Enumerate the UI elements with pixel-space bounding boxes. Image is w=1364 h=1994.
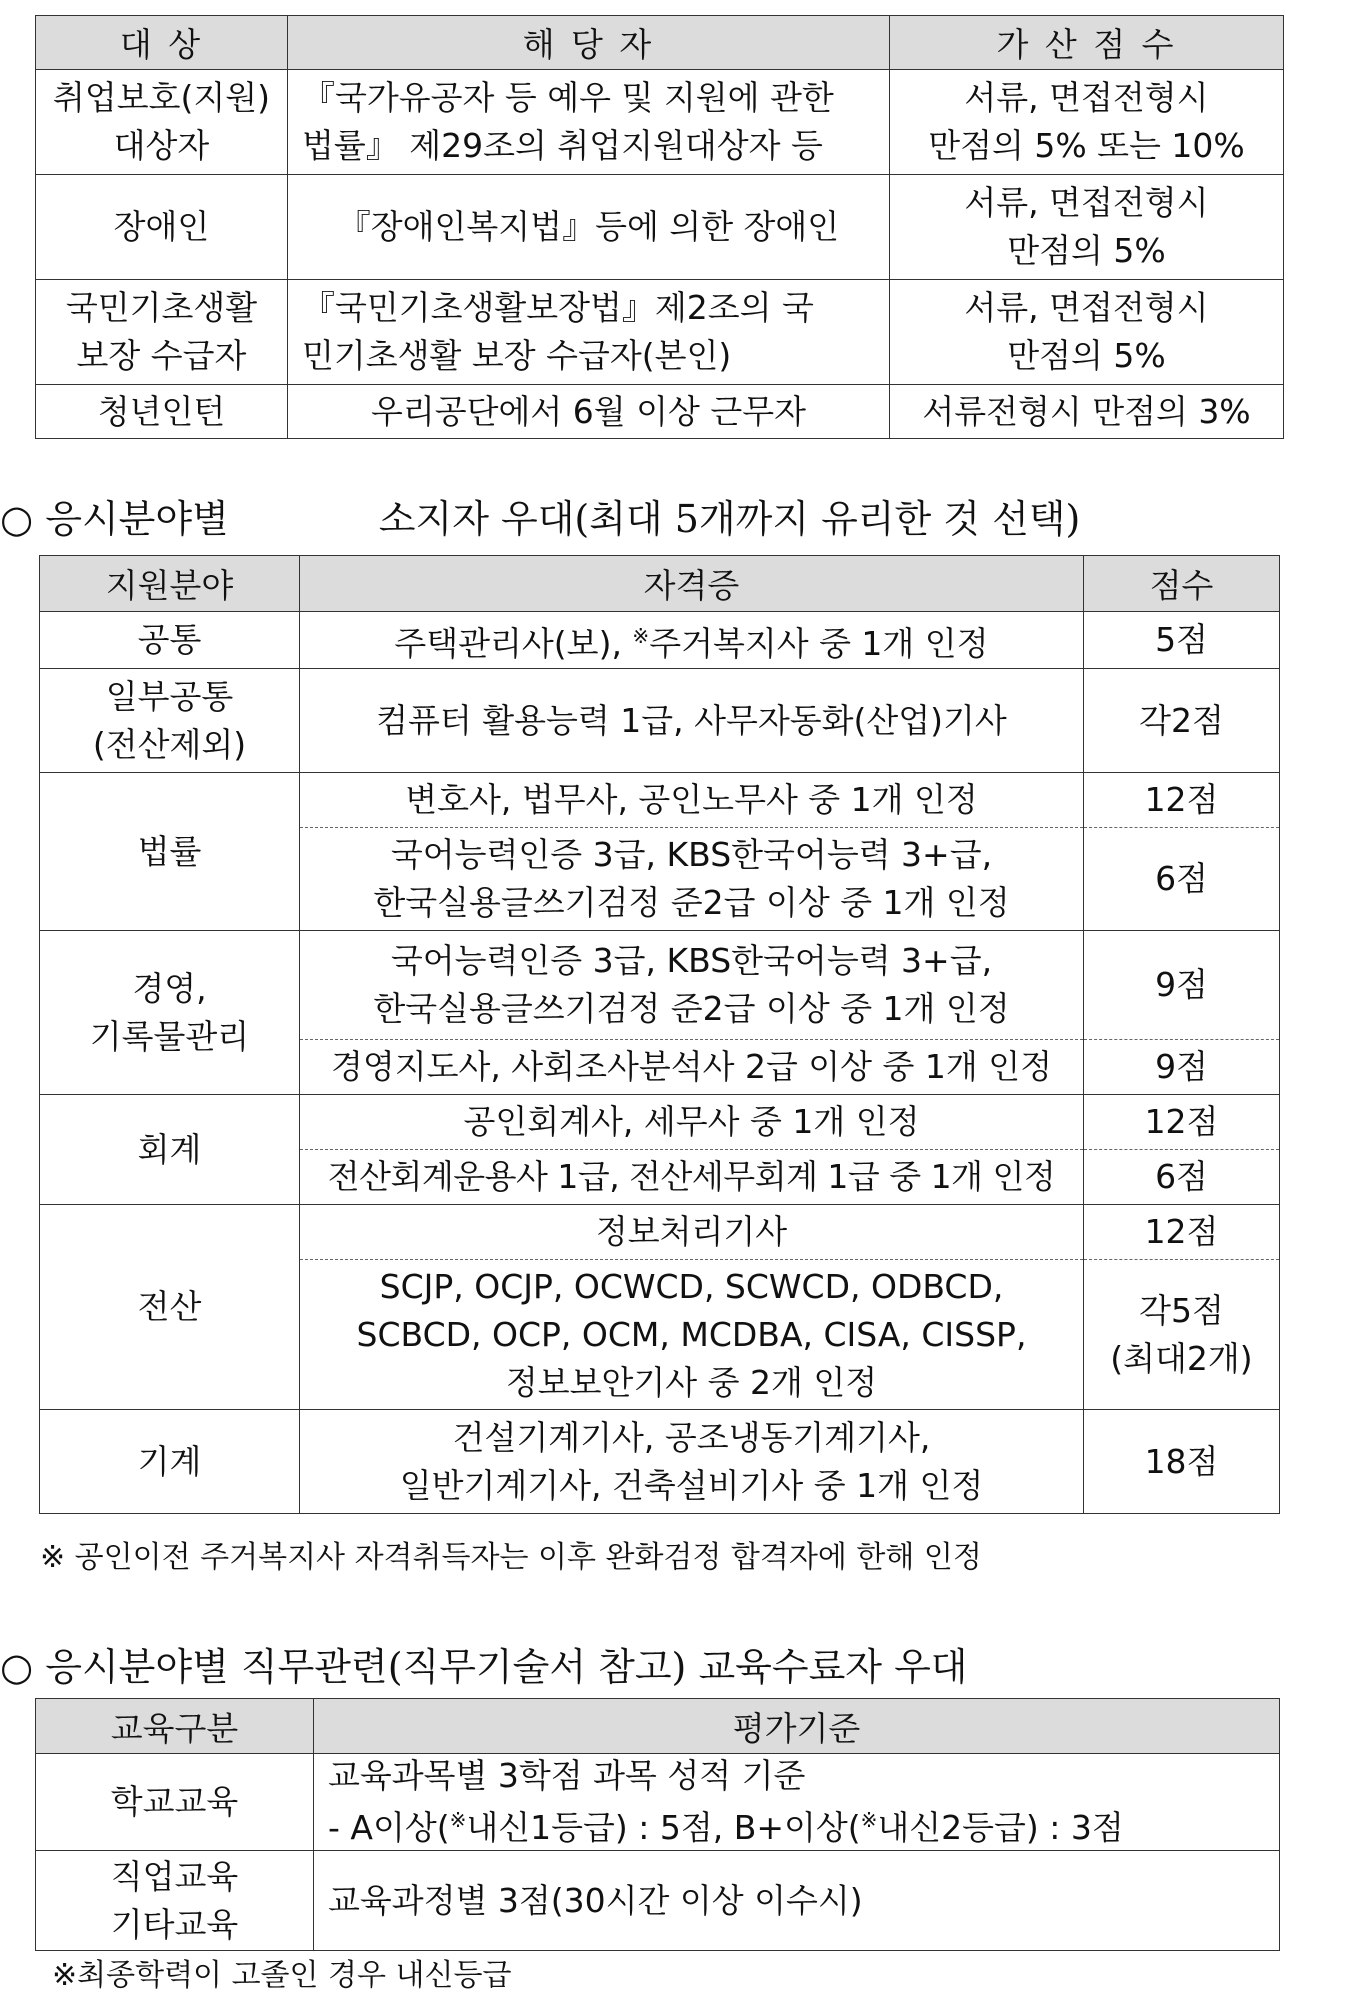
table-row xyxy=(36,175,1284,280)
table-row xyxy=(40,1205,1280,1260)
bonus-points-table xyxy=(35,15,1284,439)
field-cell: 기계 xyxy=(40,1410,300,1514)
education-note: ※최종학력이 고졸인 경우 내신등급 xyxy=(52,1958,512,1993)
table-row xyxy=(40,612,1280,669)
target-cell: 국민기초생활 보장 수급자 xyxy=(36,280,288,385)
score-cell: 12점 xyxy=(1084,1095,1280,1150)
points-cell: 서류전형시 만점의 3% xyxy=(890,385,1284,439)
criteria-cell: 교육과정별 3점(30시간 이상 이수시) xyxy=(314,1851,1280,1951)
criteria-cell: 교육과목별 3학점 과목 성적 기준 - A이상(※내신1등급) : 5점, B+이상(※내신2등급) : 3점 xyxy=(314,1754,1280,1851)
edu-type-cell: 직업교육 기타교육 xyxy=(36,1851,314,1951)
edu-type-cell: 학교교육 xyxy=(36,1754,314,1851)
cert-cell: 국어능력인증 3급, KBS한국어능력 3+급, 한국실용글쓰기검정 준2급 이상 중 1개 인정 xyxy=(300,828,1084,931)
cert-cell: 컴퓨터 활용능력 1급, 사무자동화(산업)기사 xyxy=(300,669,1084,773)
section2-heading: ○ 응시분야별 소지자 우대(최대 5개까지 유리한 것 선택) xyxy=(0,497,1081,541)
score-cell: 각2점 xyxy=(1084,669,1280,773)
cert-cell: SCJP, OCJP, OCWCD, SCWCD, ODBCD, SCBCD, OCP, OCM, MCDBA, CISA, CISSP, 정보보안기사 중 2개 인정 xyxy=(300,1260,1084,1410)
field-cell: 전산 xyxy=(40,1205,300,1410)
header-field: 지원분야 xyxy=(40,556,300,612)
who-cell: 『국가유공자 등 예우 및 지원에 관한 법률』 제29조의 취업지원대상자 등 xyxy=(288,70,890,175)
section3-heading: ○ 응시분야별 직무관련(직무기술서 참고) 교육수료자 우대 xyxy=(0,1645,968,1689)
table-row xyxy=(36,1754,1280,1851)
who-cell: 『장애인복지법』등에 의한 장애인 xyxy=(288,175,890,280)
table-row xyxy=(40,1410,1280,1514)
field-cell: 회계 xyxy=(40,1095,300,1205)
cert-cell: 주택관리사(보), ※주거복지사 중 1개 인정 xyxy=(300,612,1084,669)
header-edu-type: 교육구분 xyxy=(36,1699,314,1754)
score-cell: 12점 xyxy=(1084,1205,1280,1260)
score-cell: 5점 xyxy=(1084,612,1280,669)
who-cell: 『국민기초생활보장법』제2조의 국 민기초생활 보장 수급자(본인) xyxy=(288,280,890,385)
header-score: 점수 xyxy=(1084,556,1280,612)
header-target: 대 상 xyxy=(36,16,288,70)
cert-cell: 공인회계사, 세무사 중 1개 인정 xyxy=(300,1095,1084,1150)
header-who: 해 당 자 xyxy=(288,16,890,70)
score-cell: 18점 xyxy=(1084,1410,1280,1514)
score-cell: 12점 xyxy=(1084,773,1280,828)
field-cell: 경영, 기록물관리 xyxy=(40,931,300,1095)
target-cell: 장애인 xyxy=(36,175,288,280)
target-cell: 취업보호(지원) 대상자 xyxy=(36,70,288,175)
points-cell: 서류, 면접전형시 만점의 5% xyxy=(890,175,1284,280)
education-table xyxy=(35,1698,1280,1951)
note-mark: ※ xyxy=(632,624,650,648)
score-cell: 각5점 (최대2개) xyxy=(1084,1260,1280,1410)
header-points: 가 산 점 수 xyxy=(890,16,1284,70)
table-row xyxy=(40,931,1280,1040)
cert-cell: 전산회계운용사 1급, 전산세무회계 1급 중 1개 인정 xyxy=(300,1150,1084,1205)
cert-cell: 국어능력인증 3급, KBS한국어능력 3+급, 한국실용글쓰기검정 준2급 이상 중 1개 인정 xyxy=(300,931,1084,1040)
table-row xyxy=(40,669,1280,773)
certificate-table xyxy=(39,555,1280,1514)
cert-cell: 경영지도사, 사회조사분석사 2급 이상 중 1개 인정 xyxy=(300,1040,1084,1095)
certificate-note: ※ 공인이전 주거복지사 자격취득자는 이후 완화검정 합격자에 한해 인정 xyxy=(40,1540,982,1575)
points-cell: 서류, 면접전형시 만점의 5% 또는 10% xyxy=(890,70,1284,175)
score-cell: 9점 xyxy=(1084,931,1280,1040)
table-row xyxy=(36,280,1284,385)
table-row xyxy=(40,1095,1280,1150)
header-cert: 자격증 xyxy=(300,556,1084,612)
score-cell: 9점 xyxy=(1084,1040,1280,1095)
table-row xyxy=(36,70,1284,175)
score-cell: 6점 xyxy=(1084,828,1280,931)
score-cell: 6점 xyxy=(1084,1150,1280,1205)
points-cell: 서류, 면접전형시 만점의 5% xyxy=(890,280,1284,385)
target-cell: 청년인턴 xyxy=(36,385,288,439)
who-cell: 우리공단에서 6월 이상 근무자 xyxy=(288,385,890,439)
field-cell: 일부공통 (전산제외) xyxy=(40,669,300,773)
table-row xyxy=(36,1851,1280,1951)
cert-cell: 변호사, 법무사, 공인노무사 중 1개 인정 xyxy=(300,773,1084,828)
cert-cell: 정보처리기사 xyxy=(300,1205,1084,1260)
header-criteria: 평가기준 xyxy=(314,1699,1280,1754)
field-cell: 법률 xyxy=(40,773,300,931)
table-row xyxy=(36,385,1284,439)
table-row xyxy=(40,773,1280,828)
cert-cell: 건설기계기사, 공조냉동기계기사, 일반기계기사, 건축설비기사 중 1개 인정 xyxy=(300,1410,1084,1514)
field-cell: 공통 xyxy=(40,612,300,669)
